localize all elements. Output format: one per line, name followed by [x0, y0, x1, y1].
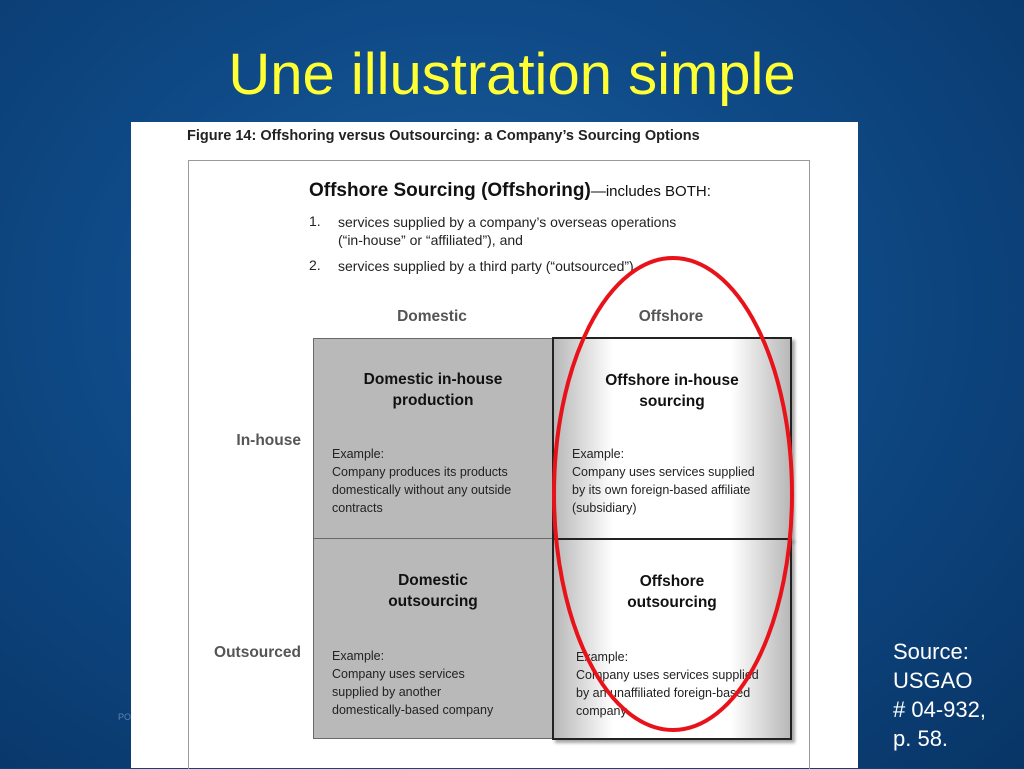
definition-item-1-line1: services supplied by a company’s overseas operations [338, 214, 677, 230]
cell-offshore-inhouse [552, 337, 792, 540]
example-text-line: (subsidiary) [572, 501, 637, 515]
example-text-line: Company uses services [332, 667, 465, 681]
cell-domestic-inhouse [313, 338, 553, 539]
example-label: Example: [332, 649, 385, 663]
source-line: USGAO [893, 668, 973, 693]
definition-item-2: services supplied by a third party (“outsourced”) [338, 258, 634, 274]
definition-item-1-number: 1. [309, 213, 321, 229]
cell-offshore-inhouse-title-line1: Offshore in-house [605, 372, 739, 389]
definition-title-main: Offshore Sourcing (Offshoring) [309, 180, 591, 201]
example-label: Example: [332, 447, 385, 461]
cell-offshore-inhouse-title [554, 370, 790, 412]
column-header-domestic: Domestic [397, 308, 467, 325]
cell-offshore-outsourcing-body [576, 648, 782, 720]
cell-domestic-inhouse-body [332, 445, 544, 517]
column-header-offshore: Offshore [638, 308, 704, 325]
example-text-line: by its own foreign-based affiliate [572, 483, 751, 497]
example-text-line: contracts [332, 501, 383, 515]
source-note [893, 637, 986, 753]
definition-title [309, 180, 711, 202]
example-text-line: company [576, 704, 627, 718]
cell-offshore-inhouse-title-line2: sourcing [639, 393, 705, 410]
cell-offshore-outsourcing [552, 538, 792, 740]
example-text-line: domestically-based company [332, 703, 494, 717]
example-text-line: by an unaffiliated foreign-based [576, 686, 751, 700]
example-text-line: Company uses services supplied [572, 465, 755, 479]
source-line: p. 58. [893, 726, 949, 751]
cell-domestic-inhouse-title [314, 369, 552, 411]
definition-item-1-line2: (“in-house” or “affiliated”), and [338, 232, 523, 248]
cell-domestic-outsourcing-title-line1: Domestic [398, 572, 468, 589]
source-line: Source: [893, 639, 969, 664]
example-text-line: domestically without any outside [332, 483, 512, 497]
example-label: Example: [576, 650, 629, 664]
cell-domestic-outsourcing [313, 538, 553, 739]
cell-domestic-outsourcing-title [314, 570, 552, 612]
definition-title-suffix: —includes BOTH: [590, 183, 711, 200]
cell-offshore-outsourcing-title [554, 571, 790, 613]
source-line: # 04-932, [893, 697, 986, 722]
row-header-outsourced: Outsourced [214, 644, 301, 661]
cell-domestic-outsourcing-body [332, 647, 544, 719]
definition-item-1 [338, 213, 676, 249]
example-text-line: Company produces its products [332, 465, 508, 479]
row-header-inhouse: In-house [236, 432, 301, 449]
cell-offshore-outsourcing-title-line1: Offshore [639, 573, 705, 590]
cell-domestic-outsourcing-title-line2: outsourcing [388, 593, 478, 610]
figure-panel [131, 122, 858, 768]
footer-mark: PO [118, 712, 132, 722]
figure-caption: Figure 14: Offshoring versus Outsourcing: a Company’s Sourcing Options [187, 128, 700, 144]
example-label: Example: [572, 447, 625, 461]
cell-offshore-inhouse-body [572, 445, 782, 517]
example-text-line: Company uses services supplied [576, 668, 759, 682]
slide-title: Une illustration simple [228, 42, 796, 107]
definition-item-2-number: 2. [309, 257, 321, 273]
cell-offshore-outsourcing-title-line2: outsourcing [627, 594, 717, 611]
cell-domestic-inhouse-title-line2: production [392, 392, 474, 409]
cell-domestic-inhouse-title-line1: Domestic in-house [363, 371, 503, 388]
example-text-line: supplied by another [332, 685, 442, 699]
